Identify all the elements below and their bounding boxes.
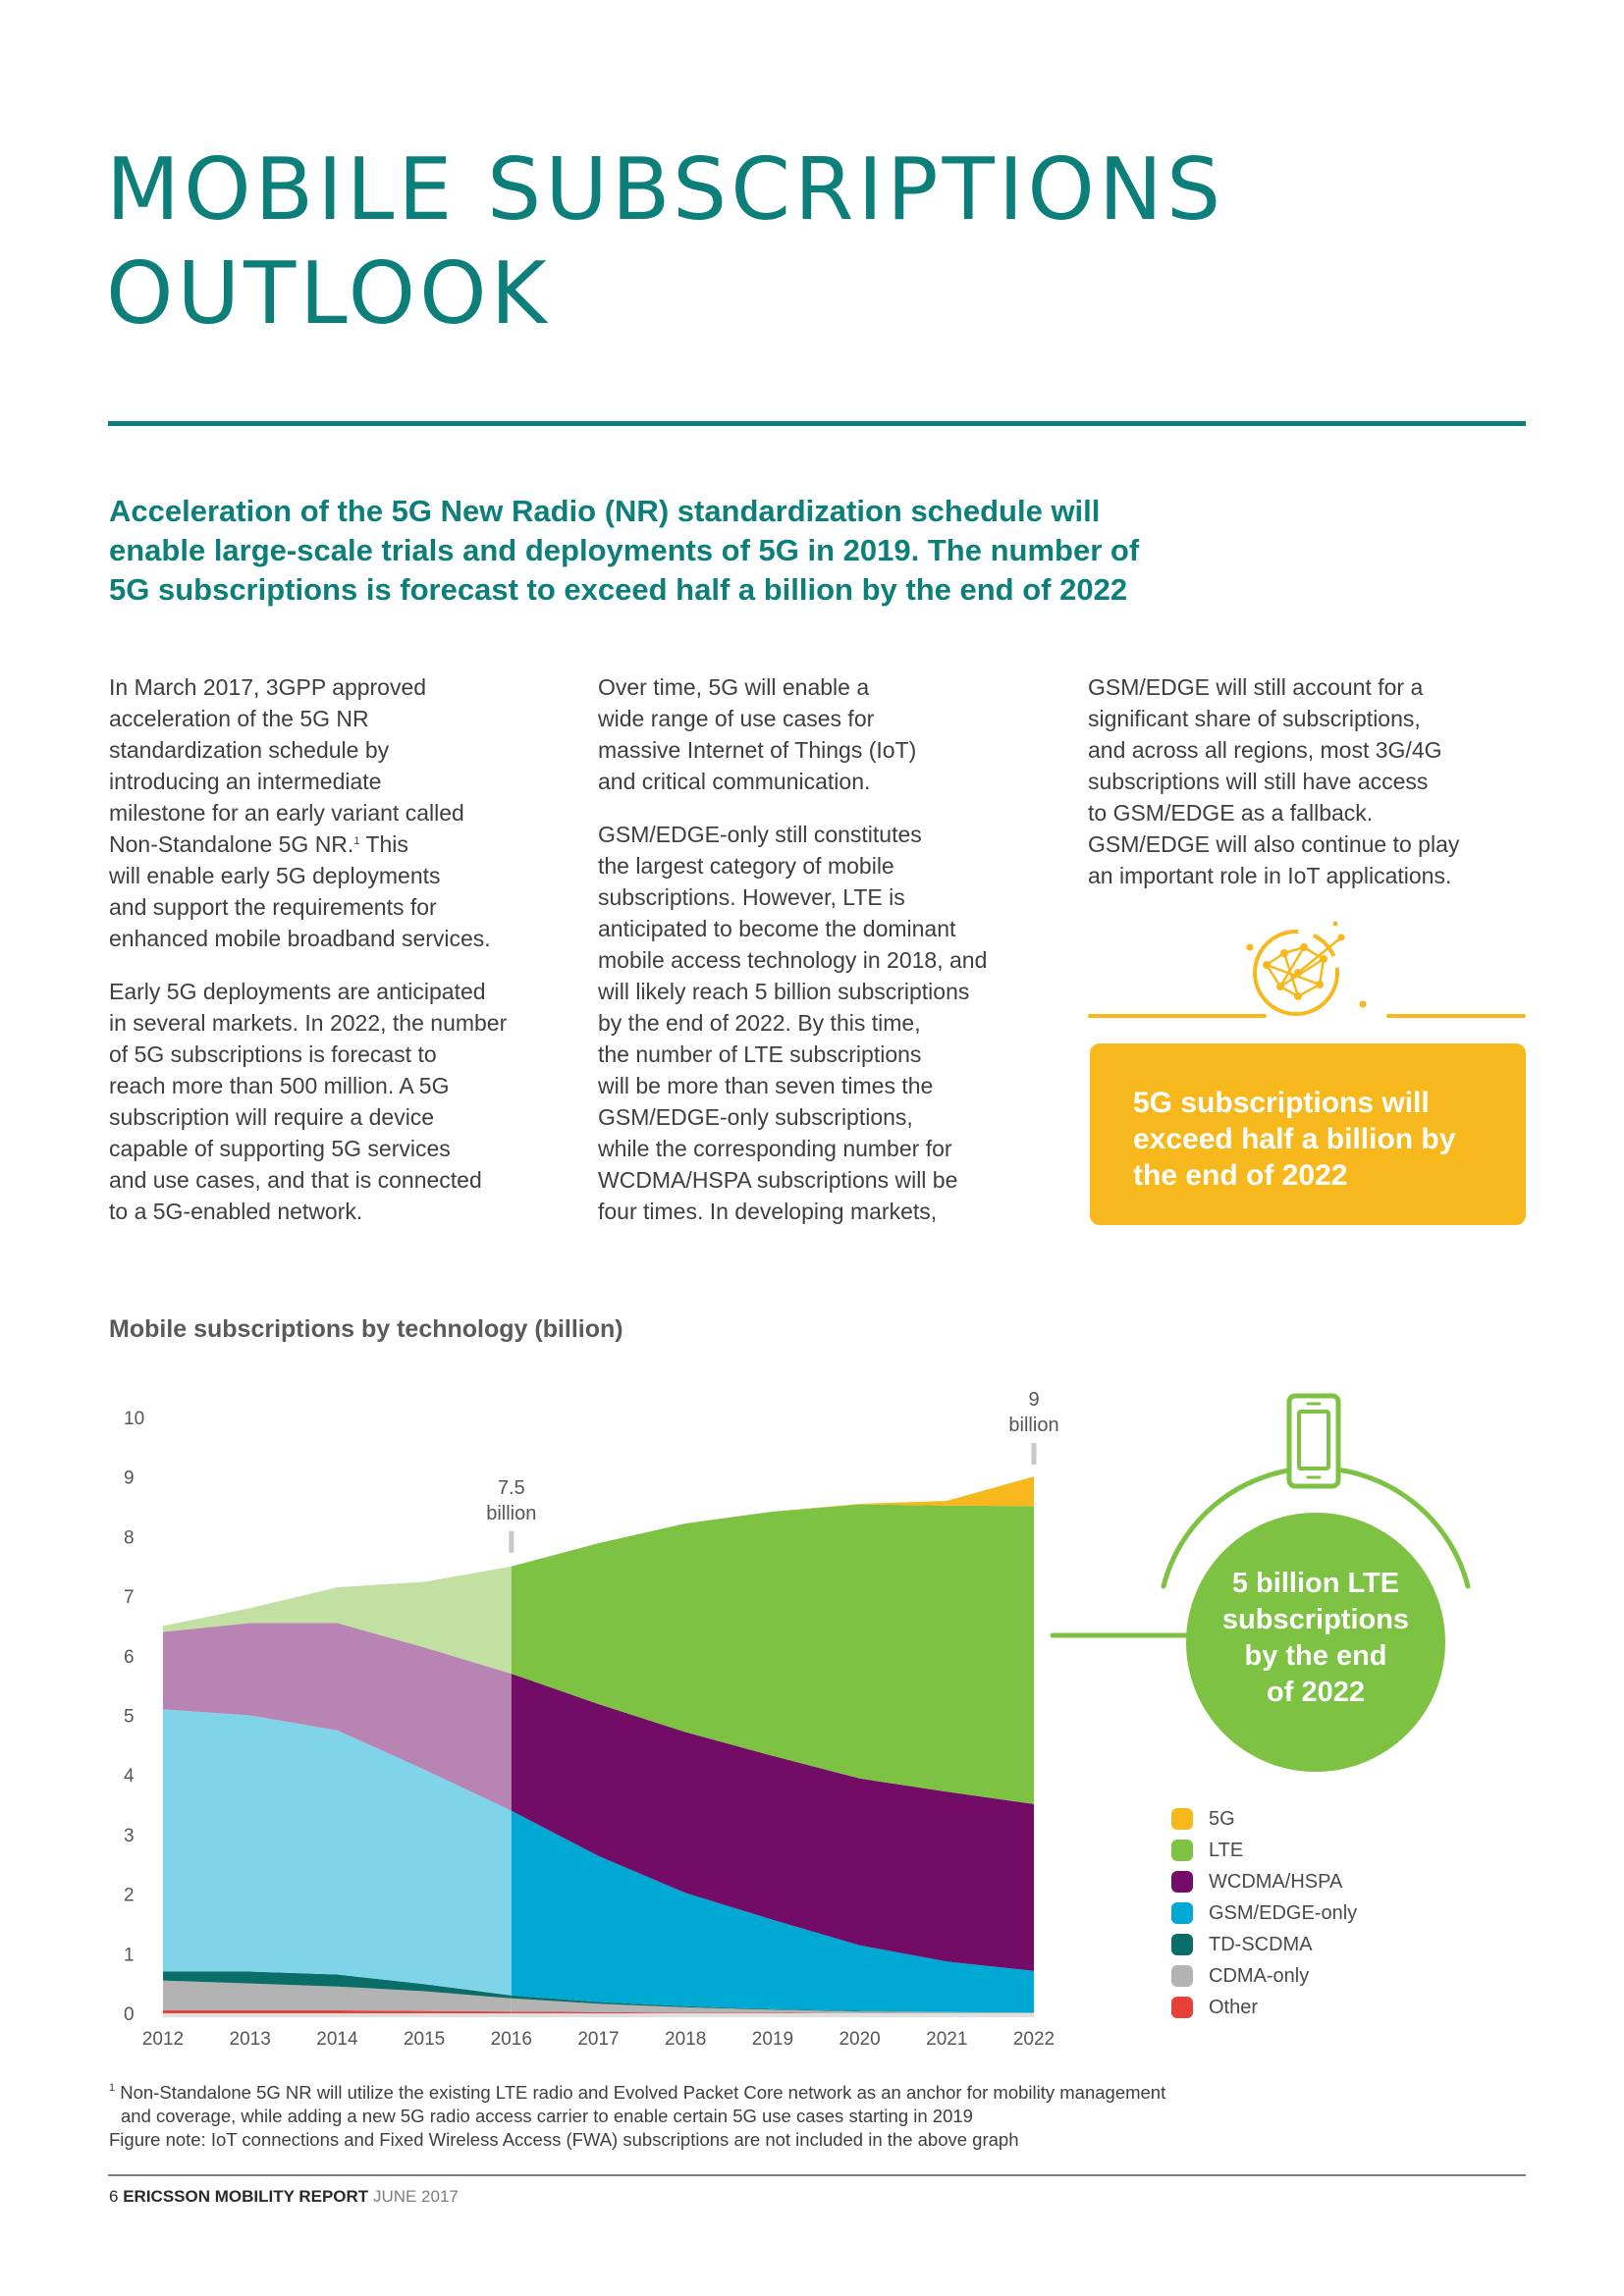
page-title: [106, 137, 1224, 346]
y-tick-label: 10: [124, 1409, 145, 1429]
footnote-reference[interactable]: 1: [353, 835, 360, 847]
x-tick-label: 2017: [577, 2029, 620, 2050]
lte-callout-line: subscriptions: [1221, 1604, 1410, 1635]
y-tick-label: 6: [124, 1646, 135, 1668]
lte-callout-line: of 2022: [1267, 1677, 1365, 1708]
page-title-line-1: MOBILE SUBSCRIPTIONS: [106, 139, 1225, 240]
body-line: significant share of subscriptions,: [1088, 706, 1421, 731]
annotation-2022-value: 9: [1028, 1389, 1040, 1412]
body-line: Over time, 5G will enable a: [598, 674, 870, 700]
body-line: will be more than seven times the: [598, 1073, 934, 1098]
body-line: while the corresponding number for: [598, 1136, 952, 1161]
annotation-2016-value: 7.5: [497, 1476, 525, 1499]
footnotes: [109, 2081, 1385, 2152]
body-line: and across all regions, most 3G/4G: [1088, 737, 1442, 763]
x-tick-label: 2016: [490, 2029, 532, 2050]
body-text: This: [359, 831, 408, 857]
body-paragraph: [598, 671, 1040, 797]
chart-legend: [1171, 1803, 1357, 2023]
body-line: mobile access technology in 2018, and: [598, 947, 988, 973]
body-line: introducing an intermediate: [109, 769, 382, 794]
body-line: acceleration of the 5G NR: [109, 706, 369, 731]
body-line: standardization schedule by: [109, 737, 390, 763]
body-line: WCDMA/HSPA subscriptions will be: [598, 1167, 958, 1193]
body-paragraph: [109, 671, 551, 954]
body-line: to GSM/EDGE as a fallback.: [1088, 800, 1374, 826]
body-line: will likely reach 5 billion subscriptions: [598, 979, 970, 1004]
legend-label: LTE: [1209, 1839, 1244, 1861]
footnote-line: and coverage, while adding a new 5G radio access carrier to enable certain 5G use cases starting in 2019: [121, 2106, 973, 2126]
x-tick-label: 2021: [926, 2029, 968, 2050]
body-line: GSM/EDGE will still account for a: [1088, 674, 1424, 700]
legend-swatch: [1171, 1902, 1193, 1924]
body-line: massive Internet of Things (IoT): [598, 737, 917, 763]
legend-swatch: [1171, 1808, 1193, 1830]
body-line: in several markets. In 2022, the number: [109, 1010, 508, 1036]
legend-label: GSM/EDGE-only: [1209, 1901, 1358, 1924]
y-tick-label: 8: [124, 1527, 135, 1549]
body-text: Non-Standalone 5G NR.: [109, 831, 354, 857]
figure-note: Figure note: IoT connections and Fixed Wireless Access (FWA) subscriptions are not included in the above graph: [109, 2129, 1019, 2150]
body-line: an important role in IoT applications.: [1088, 863, 1452, 888]
lte-callout-text: [1186, 1566, 1445, 1711]
y-tick-label: 5: [124, 1706, 135, 1728]
y-tick-label: 1: [124, 1945, 135, 1966]
body-line: [109, 828, 551, 860]
body-paragraph: [1088, 671, 1530, 891]
legend-item: [1171, 1897, 1357, 1929]
body-line: subscription will require a device: [109, 1104, 435, 1130]
body-line: subscriptions will still have access: [1088, 769, 1429, 794]
x-tick-label: 2015: [403, 2029, 446, 2050]
footnote-line: [109, 2081, 1385, 2105]
body-paragraph: [598, 819, 1040, 1227]
lte-callout-line: by the end: [1244, 1640, 1387, 1672]
report-name: ERICSSON MOBILITY REPORT: [123, 2187, 369, 2206]
highlight-line: exceed half a billion by: [1133, 1123, 1456, 1155]
body-column-1: [109, 671, 551, 1249]
chart-title: Mobile subscriptions by technology (billion): [109, 1315, 623, 1343]
body-line: milestone for an early variant called: [109, 800, 464, 826]
highlight-line: the end of 2022: [1133, 1159, 1348, 1192]
x-tick-label: 2020: [839, 2029, 881, 2050]
report-date: JUNE 2017: [372, 2187, 459, 2206]
page-footer: [109, 2187, 459, 2207]
body-line: anticipated to become the dominant: [598, 916, 956, 941]
body-line: wide range of use cases for: [598, 706, 875, 731]
body-line: by the end of 2022. By this time,: [598, 1010, 921, 1036]
lead-line: Acceleration of the 5G New Radio (NR) standardization schedule will: [109, 494, 1101, 528]
body-line: of 5G subscriptions is forecast to: [109, 1041, 437, 1067]
highlight-callout: [1090, 1043, 1526, 1225]
legend-label: TD-SCDMA: [1209, 1933, 1313, 1955]
y-tick-label: 0: [124, 2004, 135, 2025]
y-tick-label: 9: [124, 1468, 135, 1489]
title-divider: [108, 421, 1526, 426]
lead-line: 5G subscriptions is forecast to exceed half a billion by the end of 2022: [109, 572, 1128, 607]
body-line: and support the requirements for: [109, 894, 437, 920]
x-tick-label: 2022: [1012, 2029, 1056, 2050]
legend-swatch: [1171, 1840, 1193, 1861]
smartphone-icon: [1289, 1396, 1338, 1486]
body-line: subscriptions. However, LTE is: [598, 884, 905, 910]
lte-callout-line: 5 billion LTE: [1231, 1568, 1400, 1599]
body-line: enhanced mobile broadband services.: [109, 926, 491, 951]
legend-swatch: [1171, 1965, 1193, 1987]
legend-item: [1171, 1960, 1357, 1992]
body-paragraph: [109, 976, 551, 1227]
legend-item: [1171, 1803, 1357, 1835]
annotation-2022-unit: billion: [1008, 1415, 1059, 1437]
legend-label: 5G: [1209, 1807, 1235, 1830]
legend-swatch: [1171, 1934, 1193, 1955]
legend-swatch: [1171, 1871, 1193, 1893]
body-line: reach more than 500 million. A 5G: [109, 1073, 450, 1098]
body-line: and critical communication.: [598, 769, 871, 794]
y-tick-label: 3: [124, 1825, 135, 1846]
y-tick-label: 2: [124, 1885, 135, 1906]
y-tick-label: 7: [124, 1587, 135, 1609]
legend-item: [1171, 1992, 1357, 2023]
annotation-2016-unit: billion: [486, 1502, 537, 1524]
globe-network-icon: [1088, 908, 1526, 1026]
legend-label: CDMA-only: [1209, 1964, 1310, 1987]
body-line: and use cases, and that is connected: [109, 1167, 482, 1193]
x-axis-line: [163, 2013, 1034, 2017]
x-tick-label: 2013: [229, 2029, 271, 2050]
page-title-line-2: OUTLOOK: [106, 243, 551, 344]
body-column-2: [598, 671, 1040, 1249]
footnote-mark: 1: [109, 2082, 116, 2094]
annotation-2022-marker: [1032, 1443, 1037, 1465]
legend-item: [1171, 1929, 1357, 1960]
body-column-3: [1088, 671, 1530, 913]
body-line: the largest category of mobile: [598, 853, 894, 879]
body-line: GSM/EDGE-only subscriptions,: [598, 1104, 913, 1130]
x-tick-label: 2012: [141, 2029, 185, 2050]
footnote-text: Non-Standalone 5G NR will utilize the existing LTE radio and Evolved Packet Core network as an anchor for mobility management: [115, 2082, 1166, 2103]
page-number: 6: [109, 2187, 119, 2206]
highlight-line: 5G subscriptions will: [1133, 1087, 1430, 1119]
x-tick-label: 2019: [751, 2029, 794, 2050]
legend-label: Other: [1209, 1996, 1259, 2018]
legend-item: [1171, 1835, 1357, 1866]
lead-paragraph: [109, 492, 1238, 610]
body-line: the number of LTE subscriptions: [598, 1041, 922, 1067]
y-tick-label: 4: [124, 1766, 135, 1788]
highlight-text: [1133, 1085, 1455, 1194]
footer-divider: [108, 2174, 1526, 2176]
body-line: GSM/EDGE-only still constitutes: [598, 822, 922, 847]
body-line: to a 5G-enabled network.: [109, 1199, 363, 1224]
body-line: will enable early 5G deployments: [109, 863, 441, 888]
x-tick-label: 2018: [665, 2029, 707, 2050]
body-line: capable of supporting 5G services: [109, 1136, 451, 1161]
body-line: four times. In developing markets,: [598, 1199, 938, 1224]
legend-item: [1171, 1866, 1357, 1897]
lead-line: enable large-scale trials and deployments of 5G in 2019. The number of: [109, 533, 1140, 567]
x-tick-label: 2014: [316, 2029, 358, 2050]
annotation-2016-marker: [509, 1531, 514, 1553]
lte-callout: [1186, 1513, 1445, 1772]
legend-label: WCDMA/HSPA: [1209, 1870, 1343, 1893]
subscriptions-area-chart: [98, 1374, 1080, 2061]
body-line: Early 5G deployments are anticipated: [109, 979, 486, 1004]
body-line: In March 2017, 3GPP approved: [109, 674, 427, 700]
body-line: GSM/EDGE will also continue to play: [1088, 831, 1460, 857]
legend-swatch: [1171, 1997, 1193, 2018]
